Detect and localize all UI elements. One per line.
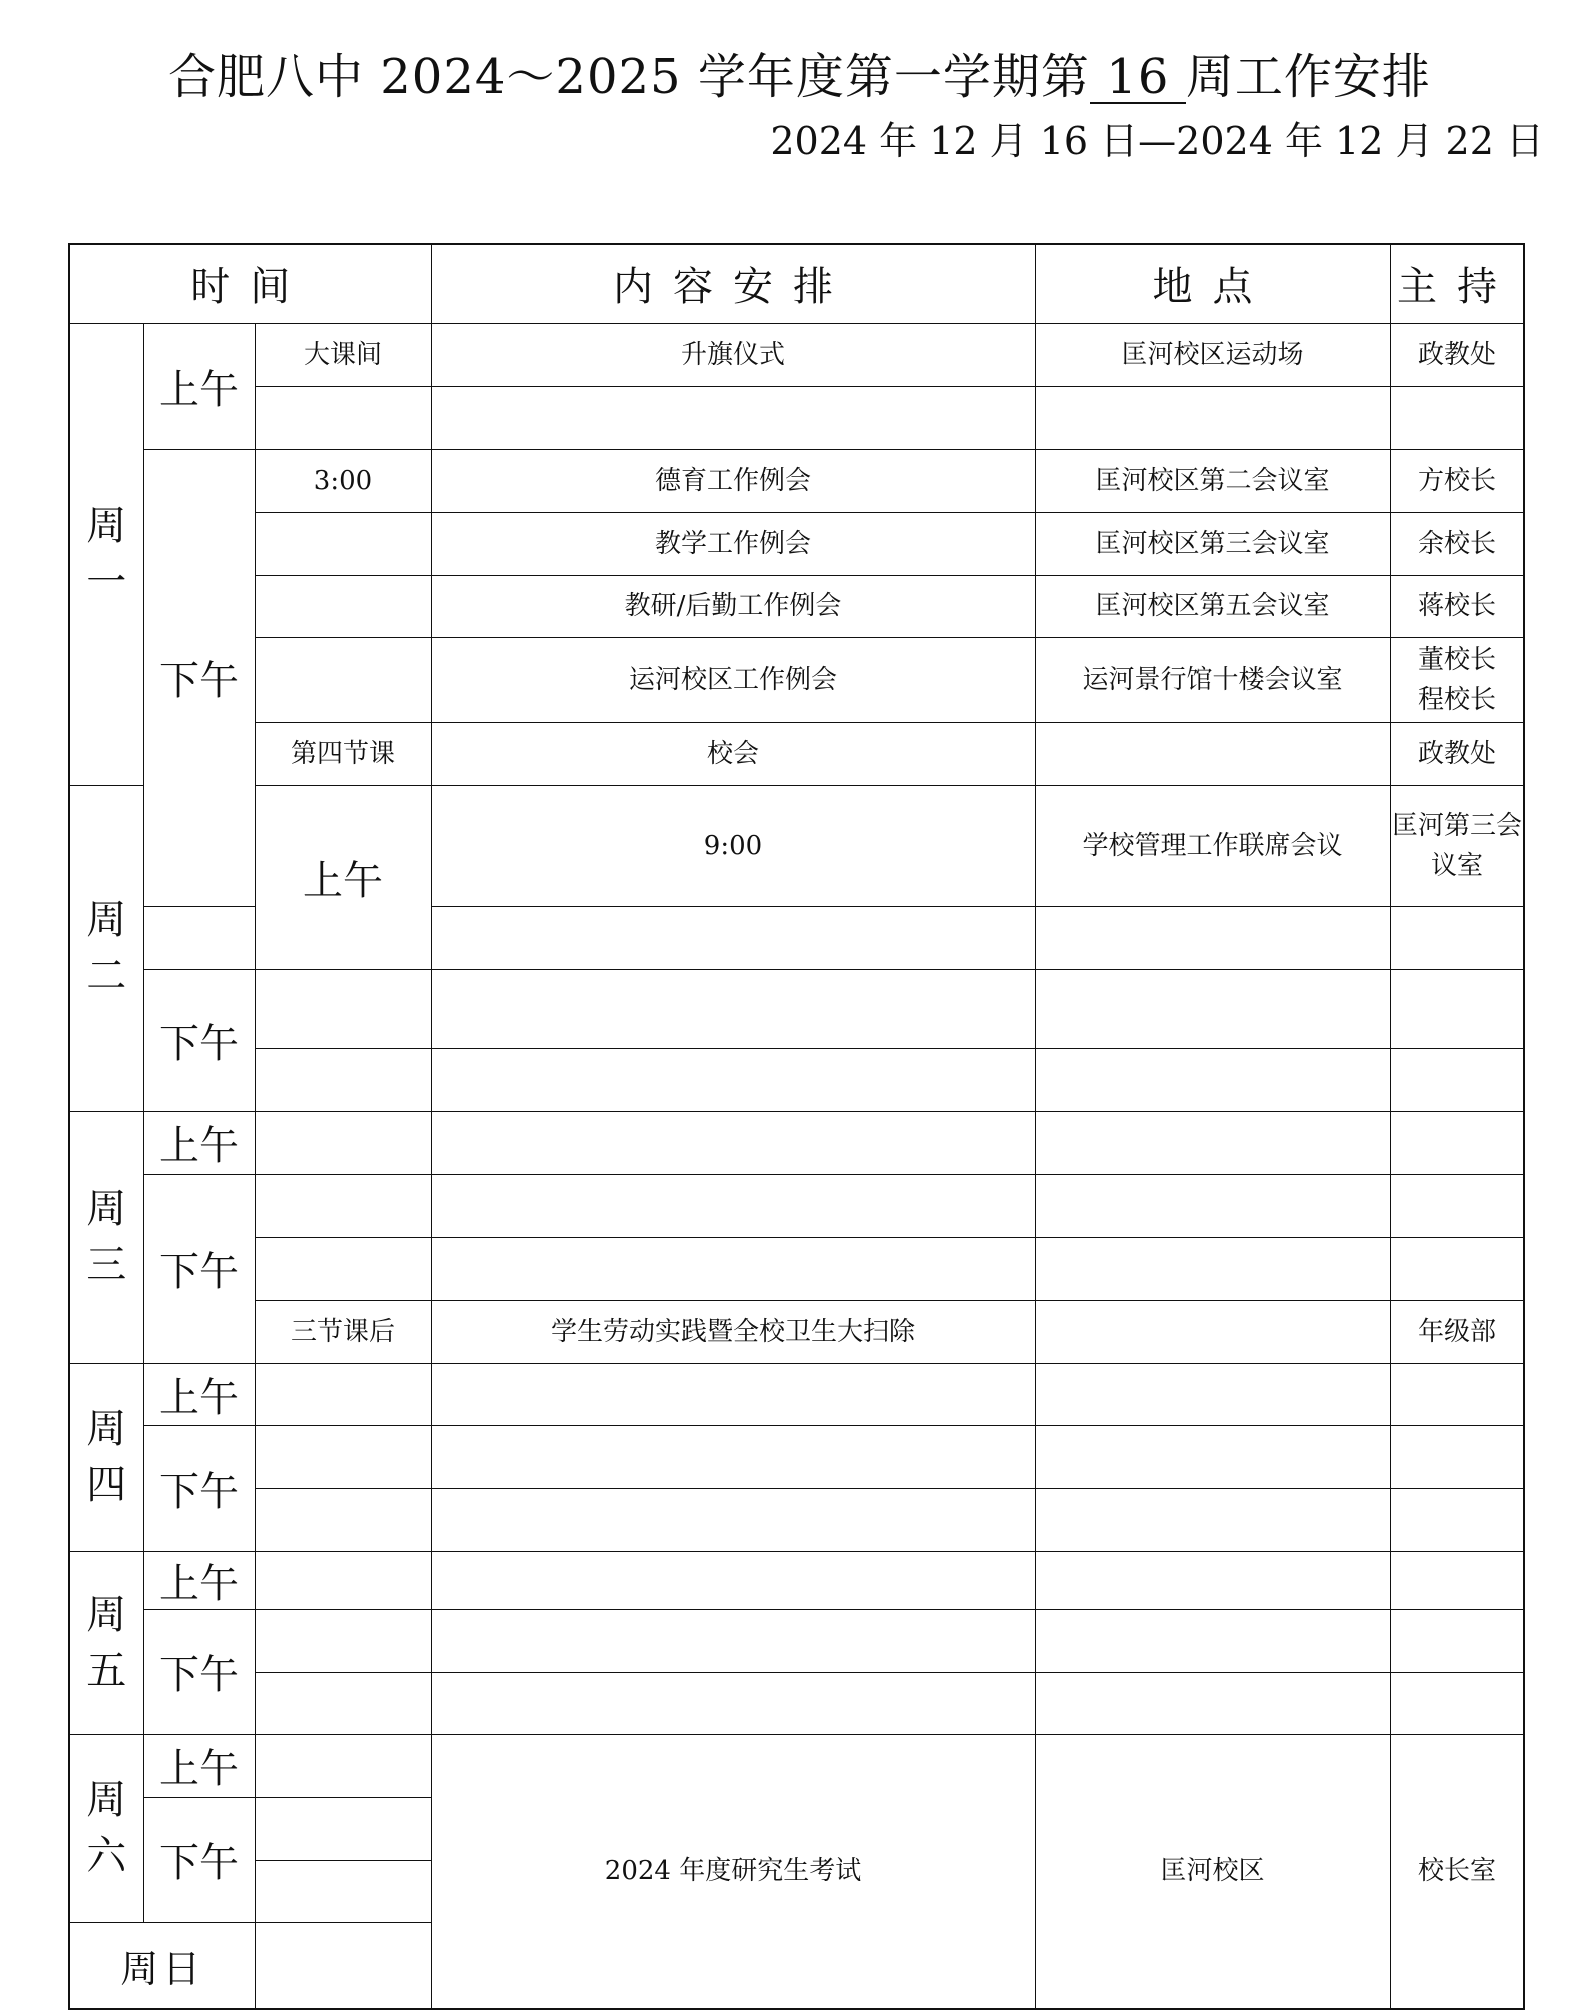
place-cell [1035,1174,1390,1237]
time-cell [255,575,431,637]
title-suffix: 周工作安排 [1185,49,1431,105]
place-cell: 匡河校区第三会议室 [1035,512,1390,575]
title-prefix: 合肥八中 2024～2025 学年度第一学期第 [168,49,1090,105]
time-cell: 9:00 [431,785,1035,906]
place-cell [1035,1237,1390,1300]
content-cell [431,1174,1035,1237]
host-cell [1390,1609,1524,1672]
time-cell: 3:00 [255,449,431,512]
day-sunday: 周日 [69,1922,255,2009]
table-row [69,1111,1524,1174]
time-cell [255,1797,431,1860]
host-cell [1390,1363,1524,1425]
time-cell: 三节课后 [255,1300,431,1363]
host-line-2: 程校长 [1417,684,1496,715]
header-time: 时间 [69,244,431,323]
saturday-afternoon: 下午 [143,1797,255,1922]
table-row [69,1488,1524,1551]
tuesday-morning: 上午 [255,785,431,969]
table-row [69,323,1524,386]
content-cell [431,906,1035,969]
table-row [69,512,1524,575]
table-row [69,1048,1524,1111]
content-cell: 教学工作例会 [431,512,1035,575]
time-cell [255,1174,431,1237]
header-place: 地点 [1035,244,1390,323]
host-cell [1390,1174,1524,1237]
content-cell: 运河校区工作例会 [431,637,1035,722]
host-cell [1390,386,1524,449]
place-cell [1035,1425,1390,1488]
tuesday-afternoon: 下午 [143,969,255,1111]
time-cell [255,1922,431,2009]
host-cell [1390,1425,1524,1488]
content-cell [431,1672,1035,1734]
monday-afternoon: 下午 [143,449,255,906]
time-cell [255,1111,431,1174]
time-cell [255,512,431,575]
time-cell [255,637,431,722]
place-cell: 匡河校区第五会议室 [1035,575,1390,637]
header-row [69,244,1524,323]
host-cell [1390,1111,1524,1174]
place-cell [1035,906,1390,969]
time-cell [255,1048,431,1111]
host-cell [1390,637,1524,722]
host-cell [1390,906,1524,969]
place-cell [1035,1300,1390,1363]
time-cell [255,1860,431,1922]
place-cell [1035,1609,1390,1672]
table-row [69,1300,1524,1363]
weekend-host-cell: 校长室 [1390,1734,1524,2009]
content-cell [431,1237,1035,1300]
table-row [69,785,1524,906]
time-cell [255,1363,431,1425]
host-cell: 方校长 [1390,449,1524,512]
wednesday-morning: 上午 [143,1111,255,1174]
page-title [168,38,1431,107]
content-cell: 教研/后勤工作例会 [431,575,1035,637]
schedule-table [68,243,1525,2010]
place-cell [1035,969,1390,1048]
content-cell: 德育工作例会 [431,449,1035,512]
host-line-1: 董校长 [1417,644,1496,675]
table-row [69,1237,1524,1300]
time-cell [255,1425,431,1488]
place-cell [1035,1111,1390,1174]
day-tuesday: 周 二 [69,785,143,1111]
time-cell [255,1237,431,1300]
time-cell [255,1488,431,1551]
day-monday: 周 一 [69,323,143,785]
table-row [69,1425,1524,1488]
table-row [69,1672,1524,1734]
host-cell: 政教处 [1390,722,1524,785]
content-cell [431,1488,1035,1551]
table-row [69,637,1524,722]
week-number: 16 [1090,52,1186,104]
place-cell: 匡河校区第二会议室 [1035,449,1390,512]
table-row [69,722,1524,785]
time-cell [143,906,255,969]
place-cell [1035,386,1390,449]
time-cell [255,969,431,1048]
content-cell: 学校管理工作联席会议 [1035,785,1390,906]
table-row [69,449,1524,512]
content-cell: 学生劳动实践暨全校卫生大扫除 [431,1300,1035,1363]
place-cell [1035,1672,1390,1734]
content-cell: 校会 [431,722,1035,785]
place-cell [1035,1551,1390,1609]
friday-morning: 上午 [143,1551,255,1609]
header-content: 内容安排 [431,244,1035,323]
place-cell [1035,1048,1390,1111]
table-row [69,1174,1524,1237]
host-cell [1390,1672,1524,1734]
host-cell: 余校长 [1390,512,1524,575]
host-cell [1390,1048,1524,1111]
content-cell [431,386,1035,449]
content-cell [431,1363,1035,1425]
time-cell [255,1551,431,1609]
wednesday-afternoon: 下午 [143,1174,255,1363]
day-saturday: 周 六 [69,1734,143,1922]
place-cell [1035,1488,1390,1551]
table-row [69,1734,1524,1797]
saturday-morning: 上午 [143,1734,255,1797]
weekend-content-cell: 2024 年度研究生考试 [431,1734,1035,2009]
content-cell [431,969,1035,1048]
time-cell [255,1672,431,1734]
place-cell: 匡河第三会议室 [1390,785,1524,906]
content-cell [431,1609,1035,1672]
thursday-afternoon: 下午 [143,1425,255,1551]
table-row [69,1609,1524,1672]
host-cell: 年级部 [1390,1300,1524,1363]
time-cell: 大课间 [255,323,431,386]
place-cell [1035,1363,1390,1425]
host-cell [1390,969,1524,1048]
host-cell [1390,1488,1524,1551]
place-cell: 匡河校区运动场 [1035,323,1390,386]
monday-morning: 上午 [143,323,255,449]
header-host: 主持 [1390,244,1524,323]
time-cell [255,1609,431,1672]
time-cell: 第四节课 [255,722,431,785]
time-cell [255,1734,431,1797]
table-row [69,386,1524,449]
content-cell [431,1048,1035,1111]
day-thursday: 周 四 [69,1363,143,1551]
content-cell [431,1111,1035,1174]
time-cell [255,386,431,449]
host-cell [1390,1551,1524,1609]
content-cell: 升旗仪式 [431,323,1035,386]
day-friday: 周 五 [69,1551,143,1734]
content-cell [431,1425,1035,1488]
host-cell [1390,1237,1524,1300]
thursday-morning: 上午 [143,1363,255,1425]
table-row [69,1363,1524,1425]
table-row [69,575,1524,637]
host-cell: 蒋校长 [1390,575,1524,637]
weekend-place-cell: 匡河校区 [1035,1734,1390,2009]
table-row [69,969,1524,1048]
day-wednesday: 周 三 [69,1111,143,1363]
content-cell [431,1551,1035,1609]
friday-afternoon: 下午 [143,1609,255,1734]
host-cell: 政教处 [1390,323,1524,386]
date-range: 2024 年 12 月 16 日—2024 年 12 月 22 日 [770,119,1544,163]
table-row [69,1551,1524,1609]
place-cell [1035,722,1390,785]
place-cell: 运河景行馆十楼会议室 [1035,637,1390,722]
